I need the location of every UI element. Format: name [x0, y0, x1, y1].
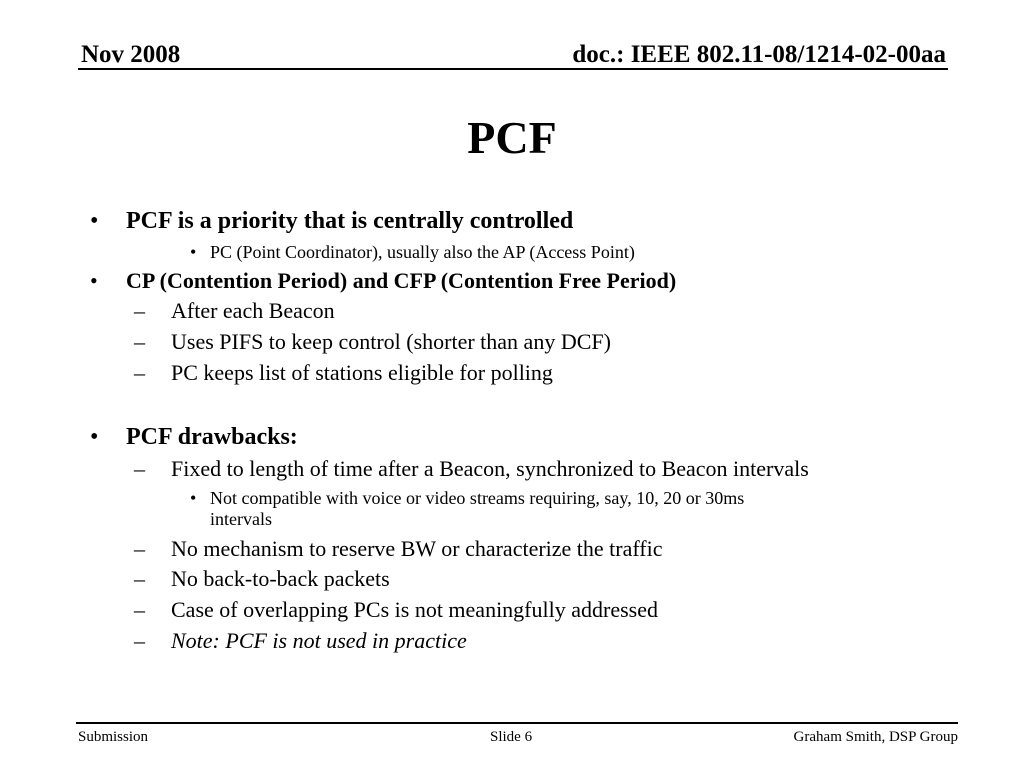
dash-item-polling-list: PC keeps list of stations eligible for polling — [171, 360, 553, 385]
dash-marker: – — [134, 597, 145, 622]
bullet-marker: • — [90, 268, 98, 293]
dash-item-fixed-length: Fixed to length of time after a Beacon, synchronized to Beacon intervals — [171, 456, 809, 481]
header-date: Nov 2008 — [81, 41, 181, 68]
footer-author: Graham Smith, DSP Group — [793, 729, 958, 745]
bullet-marker: • — [90, 424, 99, 450]
sub-bullet-marker: • — [190, 242, 197, 262]
dash-item-no-back-to-back: No back-to-back packets — [171, 566, 390, 591]
dash-item-overlapping-pcs: Case of overlapping PCs is not meaningfully addressed — [171, 597, 658, 622]
slide-title: PCF — [467, 112, 557, 163]
dash-item-no-reserve-bw: No mechanism to reserve BW or characterize the traffic — [171, 536, 663, 561]
dash-item-after-beacon: After each Beacon — [171, 298, 335, 323]
footer-slide-number: Slide 6 — [490, 729, 533, 745]
bullet-pcf-drawbacks: PCF drawbacks: — [126, 424, 298, 450]
dash-item-uses-pifs: Uses PIFS to keep control (shorter than any DCF) — [171, 329, 611, 354]
bullet-contention-periods: CP (Contention Period) and CFP (Contention Free Period) — [126, 268, 677, 293]
header-doc-id: doc.: IEEE 802.11-08/1214-02-00aa — [572, 41, 946, 68]
footer-submission: Submission — [78, 729, 149, 745]
dash-marker: – — [134, 329, 145, 354]
dash-item-note-not-used: Note: PCF is not used in practice — [171, 628, 467, 653]
dash-marker: – — [134, 628, 145, 653]
footer-divider — [76, 722, 958, 724]
header-divider — [78, 68, 948, 70]
sub-bullet-marker: • — [190, 488, 197, 508]
sub-bullet-not-compatible: Not compatible with voice or video streams requiring, say, 10, 20 or 30ms — [210, 488, 745, 508]
dash-marker: – — [134, 456, 145, 481]
dash-marker: – — [134, 566, 145, 591]
sub-bullet-point-coordinator: PC (Point Coordinator), usually also the AP (Access Point) — [210, 242, 635, 262]
bullet-priority-controlled: PCF is a priority that is centrally controlled — [126, 208, 574, 234]
dash-marker: – — [134, 360, 145, 385]
dash-marker: – — [134, 536, 145, 561]
sub-bullet-not-compatible-cont: intervals — [210, 509, 272, 529]
dash-marker: – — [134, 298, 145, 323]
bullet-marker: • — [90, 208, 99, 234]
